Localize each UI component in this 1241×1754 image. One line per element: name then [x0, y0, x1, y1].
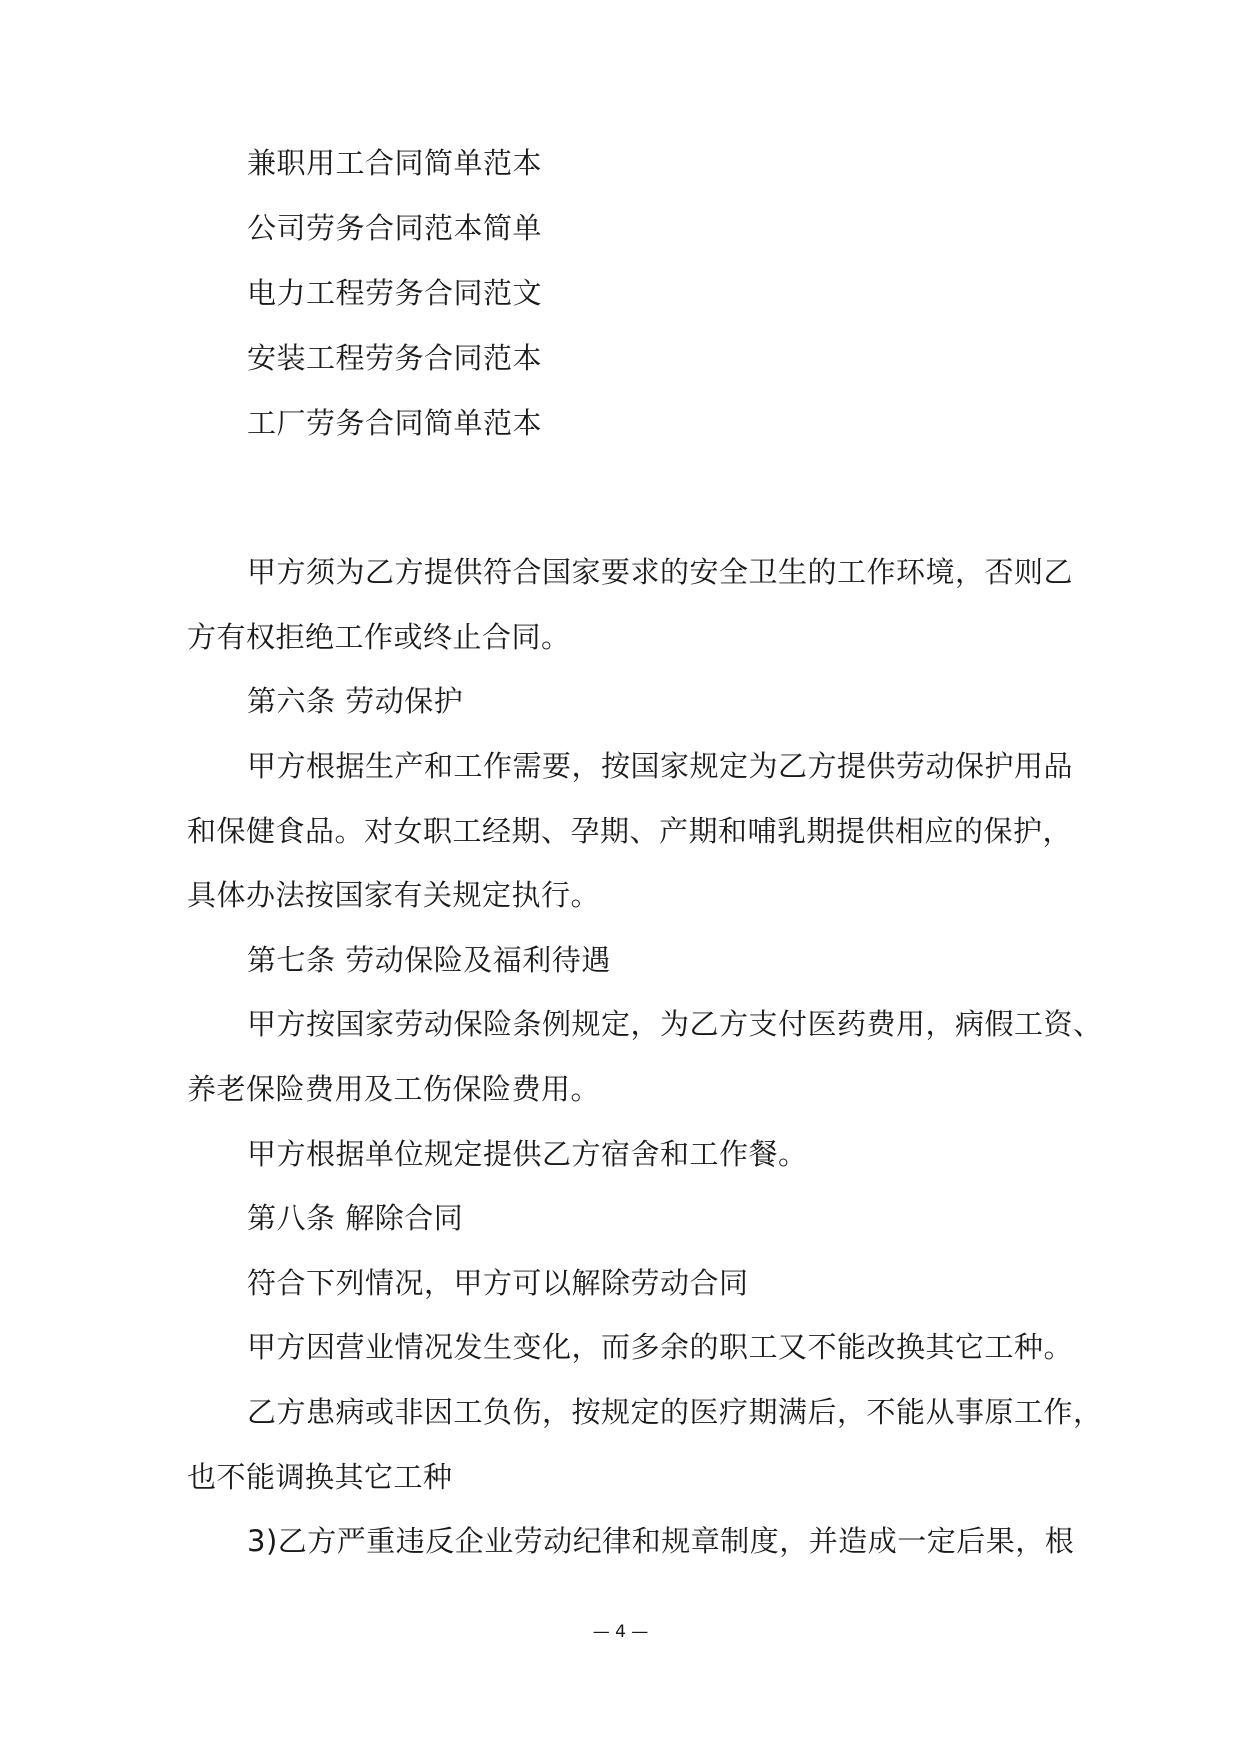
paragraph-line: 也不能调换其它工种: [187, 1460, 453, 1494]
paragraph-line: 具体办法按国家有关规定执行。: [187, 878, 601, 912]
paragraph-line: 甲方按国家劳动保险条例规定，为乙方支付医药费用，病假工资、: [247, 1007, 1103, 1041]
paragraph-line: 乙方患病或非因工负伤，按规定的医疗期满后，不能从事原工作，: [247, 1395, 1103, 1429]
paragraph-line: 方有权拒绝工作或终止合同。: [187, 620, 571, 654]
related-link-3[interactable]: 电力工程劳务合同范文: [247, 276, 543, 310]
paragraph-line: 甲方根据生产和工作需要，按国家规定为乙方提供劳动保护用品: [247, 749, 1074, 783]
paragraph-line: 甲方根据单位规定提供乙方宿舍和工作餐。: [247, 1137, 808, 1171]
section-heading-article-8: 第八条 解除合同: [247, 1201, 464, 1235]
related-link-4[interactable]: 安装工程劳务合同范本: [247, 341, 543, 375]
page-number: — 4 —: [592, 1622, 649, 1642]
paragraph-line: 甲方因营业情况发生变化，而多余的职工又不能改换其它工种。: [247, 1330, 1074, 1364]
section-heading-article-7: 第七条 劳动保险及福利待遇: [247, 943, 611, 977]
section-heading-article-6: 第六条 劳动保护: [247, 684, 464, 718]
related-link-1[interactable]: 兼职用工合同简单范本: [247, 146, 543, 180]
paragraph-line: 甲方须为乙方提供符合国家要求的安全卫生的工作环境，否则乙: [247, 555, 1074, 589]
paragraph-line: 符合下列情况，甲方可以解除劳动合同: [247, 1266, 749, 1300]
paragraph-line: 3)乙方严重违反企业劳动纪律和规章制度，并造成一定后果，根: [247, 1524, 1075, 1558]
related-link-2[interactable]: 公司劳务合同范本简单: [247, 211, 543, 245]
paragraph-line: 养老保险费用及工伤保险费用。: [187, 1072, 601, 1106]
related-link-5[interactable]: 工厂劳务合同简单范本: [247, 406, 543, 440]
paragraph-line: 和保健食品。对女职工经期、孕期、产期和哺乳期提供相应的保护，: [187, 814, 1073, 848]
